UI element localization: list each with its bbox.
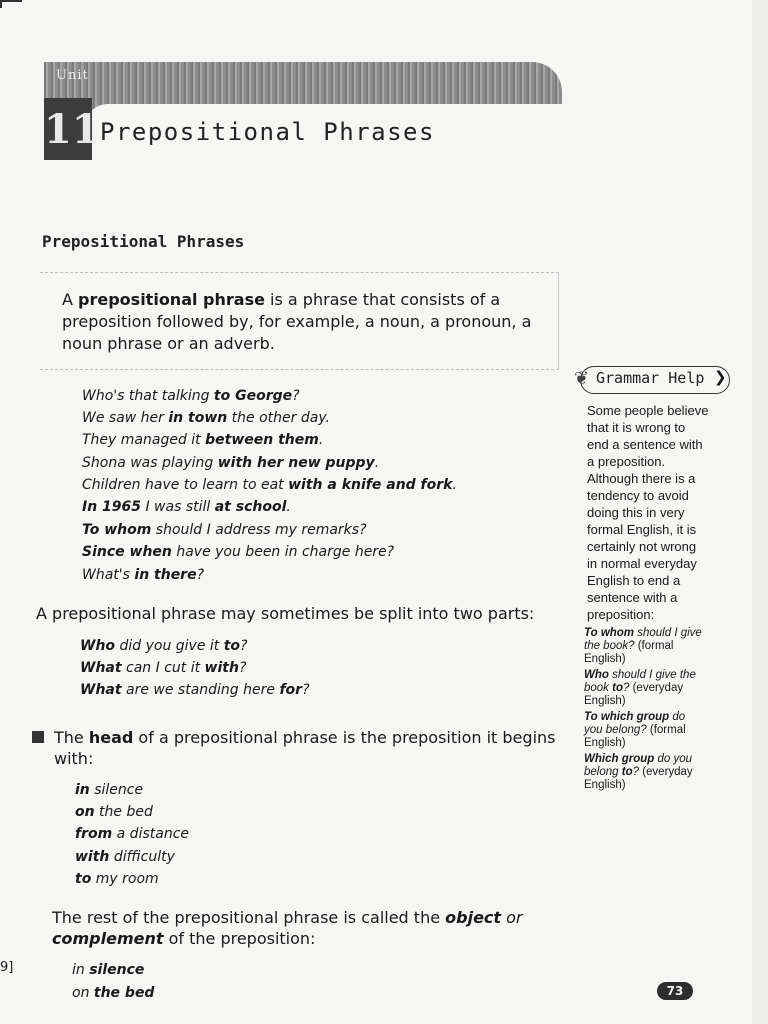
- head-paragraph: The head of a prepositional phrase is the preposition it begins: [54, 728, 556, 747]
- example-line: In 1965 I was still at school.: [82, 499, 291, 515]
- head-paragraph-line: with:: [54, 749, 94, 768]
- grammar-help-example: Who should I give the book to? (everyday English): [584, 669, 696, 707]
- split-intro: A prepositional phrase may sometimes be split into two parts:: [36, 604, 535, 623]
- head-example: from a distance: [75, 826, 190, 842]
- head-example: with difficulty: [75, 849, 175, 865]
- split-example: What are we standing here for?: [80, 682, 310, 698]
- grammar-help-text: Some people believe that it is wrong to end a sentence with a preposition. Although there is a tendency to avoid doing this in very formal English, it is certainly not wrong in normal everyday English to end a sentence with a preposition:: [587, 403, 709, 622]
- head-example: to my room: [75, 871, 159, 887]
- corner-mark: [0, 0, 22, 8]
- grammar-help-ornament-icon: ❦: [574, 368, 590, 389]
- grammar-help-example: To whom should I give the book? (formal English): [584, 627, 702, 665]
- split-example: What can I cut it with?: [80, 660, 247, 676]
- definition-term: prepositional phrase: [78, 290, 265, 309]
- object-paragraph-line: complement of the preposition:: [52, 929, 316, 948]
- example-line: They managed it between them.: [82, 432, 324, 448]
- unit-title: Prepositional Phrases: [100, 118, 435, 146]
- unit-number: 11: [44, 106, 100, 153]
- object-example: in silence: [72, 962, 145, 978]
- example-line: To whom should I address my remarks?: [82, 522, 367, 538]
- example-line: Shona was playing with her new puppy.: [82, 455, 380, 471]
- page-number: 73: [657, 982, 693, 1000]
- object-paragraph: The rest of the prepositional phrase is called the object or: [52, 908, 523, 927]
- grammar-help-title: Grammar Help: [596, 369, 705, 387]
- example-line: Who's that talking to George?: [82, 388, 300, 404]
- page-edge: [752, 0, 768, 1024]
- definition-part: is a phrase that consists of a: [264, 290, 501, 309]
- definition-part: A: [62, 290, 79, 309]
- example-line: Since when have you been in charge here?: [82, 544, 395, 560]
- grammar-help-arrow-icon: ❯: [714, 368, 727, 386]
- object-example: on the bed: [72, 985, 155, 1001]
- grammar-help-example: To which group do you belong? (formal English): [584, 711, 686, 749]
- example-line: Children have to learn to eat with a knife and fork.: [82, 477, 457, 493]
- head-example: on the bed: [75, 804, 153, 820]
- unit-label: Unit: [56, 68, 89, 83]
- head-example: in silence: [75, 782, 144, 798]
- section-title: Prepositional Phrases: [42, 232, 245, 251]
- definition-text: [62, 289, 552, 355]
- grammar-help-example: Which group do you belong to? (everyday English): [584, 753, 693, 791]
- example-line: What's in there?: [82, 567, 205, 583]
- definition-line: preposition followed by, for example, a noun, a pronoun, a: [62, 312, 532, 331]
- split-example: Who did you give it to?: [80, 638, 248, 654]
- section-bullet-icon: [32, 731, 44, 743]
- example-line: We saw her in town the other day.: [82, 410, 330, 426]
- margin-reference: 9]: [0, 960, 14, 975]
- definition-line: noun phrase or an adverb.: [62, 334, 275, 353]
